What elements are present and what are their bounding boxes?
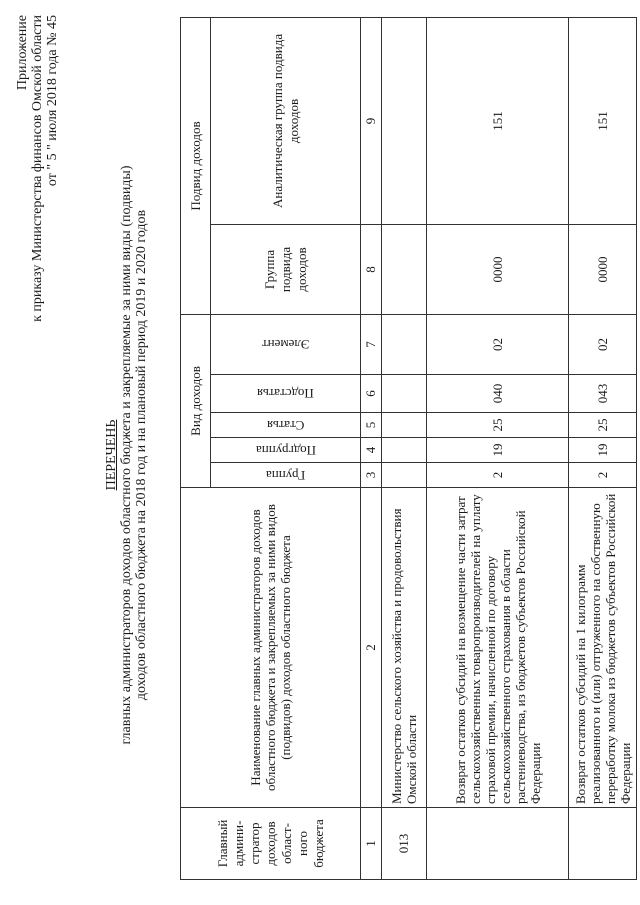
gruppa-value: 2: [569, 463, 637, 488]
table-row: [569, 17, 637, 879]
element-value: 02: [427, 314, 569, 374]
header-podvid: Подвид доходов: [187, 121, 203, 211]
appendix-line-2: к приказу Министерства финансов Омской области: [30, 15, 45, 322]
admin-code: [427, 808, 569, 880]
table-row: [427, 17, 569, 879]
analit-value: 151: [427, 17, 569, 224]
header-gruppa-podvida: Группа подвида доходов: [261, 246, 309, 293]
admin-code: [569, 808, 637, 880]
gruppa-podvida-value: 0000: [427, 224, 569, 314]
header-name-cell: [181, 488, 361, 808]
appendix-block: [15, 15, 60, 322]
podgruppa-value: 19: [569, 438, 637, 463]
header-gruppa-podvida-cell: [211, 224, 361, 314]
col-number: 6: [361, 375, 382, 413]
col-number: 9: [361, 17, 382, 224]
row-name: Возврат остатков субсидий на 1 килограмм реализованного и (или) отгруженного на собственную переработку молока из бюджетов субъектов Российской Федерации: [569, 488, 637, 808]
header-gruppa: Группа: [265, 468, 306, 483]
podstatya-value: 040: [427, 375, 569, 413]
analit-value: 151: [569, 17, 637, 224]
header-statya-cell: [211, 413, 361, 438]
statya-value: 25: [427, 413, 569, 438]
header-admin-cell: [181, 808, 361, 880]
col-number: 4: [361, 438, 382, 463]
header-analit-cell: [211, 17, 361, 224]
header-vid: Вид доходов: [187, 366, 203, 436]
header-element-cell: [211, 314, 361, 374]
col-number: 7: [361, 314, 382, 374]
revenue-table: [180, 17, 637, 880]
header-podvid-cell: [181, 17, 211, 314]
table-row: [382, 17, 427, 879]
header-admin: Главный админи- стратор доходов област- ного бюджета: [214, 819, 326, 868]
col-number: 2: [361, 488, 382, 808]
element-value: 02: [569, 314, 637, 374]
header-analit: Аналитическая группа подвида доходов: [269, 33, 301, 209]
admin-code: 013: [382, 808, 427, 880]
col-number: 8: [361, 224, 382, 314]
header-podstatya: Подстатья: [257, 386, 314, 402]
header-vid-cell: [181, 314, 211, 487]
podgruppa-value: 19: [427, 438, 569, 463]
gruppa-value: 2: [427, 463, 569, 488]
column-number-row: [361, 17, 382, 879]
podgruppa-value: [382, 438, 427, 463]
header-podstatya-cell: [211, 375, 361, 413]
statya-value: [382, 413, 427, 438]
row-name: Министерство сельского хозяйства и продовольствия Омской области: [382, 488, 427, 808]
appendix-line-3: от " 5 " июля 2018 года № 45: [45, 15, 60, 187]
col-number: 1: [361, 808, 382, 880]
header-name: Наименование главных администраторов доходов областного бюджета и закрепляемых за ними видов (подвидов) доходов областного бюджета: [248, 504, 293, 791]
podstatya-value: 043: [569, 375, 637, 413]
header-statya: Статья: [266, 418, 305, 433]
title-line-1: главных администраторов доходов областного бюджета и закрепляемые за ними виды (подвиды): [119, 165, 134, 745]
element-value: [382, 314, 427, 374]
gruppa-podvida-value: 0000: [569, 224, 637, 314]
title-heading: ПЕРЕЧЕНЬ: [104, 419, 119, 491]
row-name: Возврат остатков субсидий на возмещение части затрат сельскохозяйственных товаропроизводителей на уплату страховой премии, начисленной по договору сельскохозяйственного страхования в области растениеводства, из бюджетов субъектов Российской Федерации: [427, 488, 569, 808]
col-number: 5: [361, 413, 382, 438]
header-podgruppa-cell: [211, 438, 361, 463]
title-line-2: доходов областного бюджета на 2018 год и на плановый период 2019 и 2020 годов: [134, 209, 149, 701]
gruppa-value: [382, 463, 427, 488]
header-podgruppa: Подгруппа: [255, 443, 316, 458]
analit-value: [382, 17, 427, 224]
appendix-line-1: Приложение: [15, 15, 30, 91]
header-element: Элемент: [261, 337, 310, 353]
statya-value: 25: [569, 413, 637, 438]
header-gruppa-cell: [211, 463, 361, 488]
podstatya-value: [382, 375, 427, 413]
gruppa-podvida-value: [382, 224, 427, 314]
document-title: [104, 105, 149, 805]
col-number: 3: [361, 463, 382, 488]
